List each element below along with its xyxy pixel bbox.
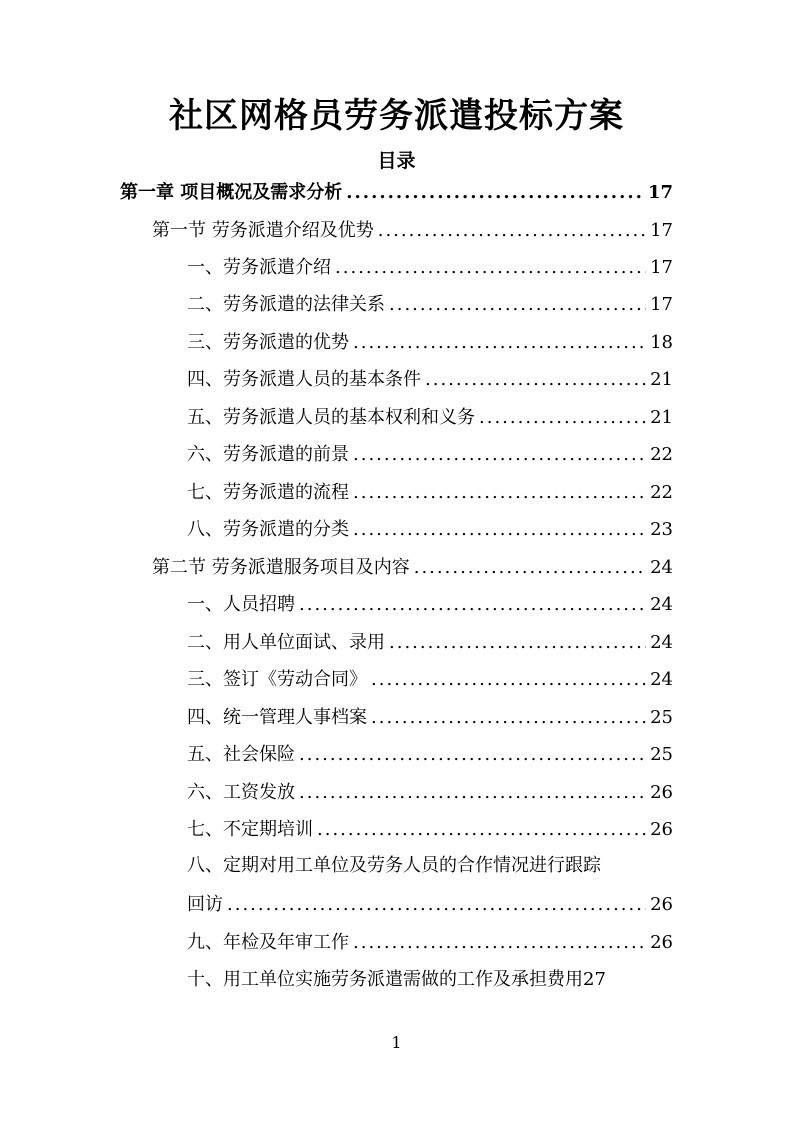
dot-leader: [371, 705, 646, 731]
toc-page-number: 24: [650, 594, 673, 615]
toc-page-number: 17: [650, 220, 673, 241]
toc-entry-wrapped-text[interactable]: 八、定期对用工单位及劳务人员的合作情况进行跟踪: [187, 855, 601, 876]
dot-leader: [299, 780, 646, 806]
toc-entry-item[interactable]: [187, 663, 673, 693]
dot-leader: [353, 330, 646, 356]
toc-entry-item[interactable]: [187, 813, 673, 843]
toc-entry-item[interactable]: [187, 738, 673, 768]
dot-leader: [335, 255, 646, 281]
toc-entry-text: 七、劳务派遣的流程: [187, 482, 349, 503]
toc-entry-text: 五、劳务派遣人员的基本权利和义务: [187, 407, 475, 428]
toc-page-number: 24: [650, 669, 673, 690]
document-title: 社区网格员劳务派遣投标方案: [169, 96, 624, 136]
toc-page-number: 21: [650, 369, 673, 390]
toc-entry-text: 四、劳务派遣人员的基本条件: [187, 369, 421, 390]
dot-leader: [353, 442, 646, 468]
dot-leader: [389, 630, 646, 656]
toc-entry-text: 五、社会保险: [187, 744, 295, 765]
toc-entry-item-continuation[interactable]: [187, 888, 673, 918]
dot-leader: [353, 480, 646, 506]
toc-entry-item[interactable]: [187, 401, 673, 431]
toc-entry-text: 十、用工单位实施劳务派遣需做的工作及承担费用: [187, 969, 583, 990]
toc-page-number: 26: [650, 782, 673, 803]
toc-page-number: 24: [650, 632, 673, 653]
toc-entry-text: 一、劳务派遣介绍: [187, 257, 331, 278]
toc-entry-text: 三、签订《劳动合同》: [187, 669, 367, 690]
toc-entry-text: 八、劳务派遣的分类: [187, 519, 349, 540]
toc-entry-item[interactable]: [187, 626, 673, 656]
dot-leader: [371, 667, 646, 693]
dot-leader: [389, 292, 646, 318]
toc-entry-text: 六、劳务派遣的前景: [187, 444, 349, 465]
toc-entry-item[interactable]: [187, 926, 673, 956]
toc-page-number: 24: [650, 557, 673, 578]
page-number: 1: [391, 1033, 402, 1052]
toc-entry-text: 三、劳务派遣的优势: [187, 332, 349, 353]
toc-entry-item[interactable]: [187, 438, 673, 468]
toc-page-number: 26: [650, 932, 673, 953]
dot-leader: [227, 892, 646, 918]
dot-leader: [353, 930, 646, 956]
toc-entry-item[interactable]: [187, 363, 673, 393]
toc-entry-text: 九、年检及年审工作: [187, 932, 349, 953]
toc-page-number: 23: [650, 519, 673, 540]
toc-entry-section-1[interactable]: [152, 214, 673, 244]
dot-leader: [378, 218, 646, 244]
toc-entry-text: 二、劳务派遣的法律关系: [187, 294, 385, 315]
toc-entry-item[interactable]: [187, 963, 673, 993]
toc-page-number: 25: [650, 744, 673, 765]
toc-entry-text: 七、不定期培训: [187, 819, 313, 840]
toc-entry-text: 六、工资发放: [187, 782, 295, 803]
dot-leader: [479, 405, 646, 431]
toc-entry-text: 第一节 劳务派遣介绍及优势: [152, 220, 374, 241]
toc-page-number: 22: [650, 482, 673, 503]
toc-entry-text: 第一章 项目概况及需求分析: [120, 182, 343, 203]
toc-entry-item[interactable]: [187, 513, 673, 543]
toc-entry-item[interactable]: [187, 476, 673, 506]
toc-entry-section-2[interactable]: [152, 551, 673, 581]
toc-entry-text: 四、统一管理人事档案: [187, 707, 367, 728]
toc-entry-chapter-1[interactable]: [120, 176, 673, 206]
toc-entry-item[interactable]: [187, 326, 673, 356]
toc-page-number: 18: [650, 332, 673, 353]
dot-leader: [353, 517, 646, 543]
toc-page-number: 27: [583, 969, 606, 990]
dot-leader: [299, 742, 646, 768]
dot-leader: [346, 180, 644, 206]
toc-entry-text: 回访: [187, 894, 223, 915]
toc-entry-item[interactable]: [187, 588, 673, 618]
dot-leader: [414, 555, 646, 581]
dot-leader: [317, 817, 646, 843]
toc-entry-item[interactable]: [187, 776, 673, 806]
toc-page-number: 17: [650, 294, 673, 315]
toc-page-number: 26: [650, 819, 673, 840]
toc-page-number: 21: [650, 407, 673, 428]
toc-heading: 目录: [377, 150, 416, 172]
dot-leader: [425, 367, 646, 393]
toc-entry-item[interactable]: [187, 251, 673, 281]
toc-page-number: 26: [650, 894, 673, 915]
toc-entry-text: 第二节 劳务派遣服务项目及内容: [152, 557, 410, 578]
toc-entry-text: 二、用人单位面试、录用: [187, 632, 385, 653]
toc-entry-text: 一、人员招聘: [187, 594, 295, 615]
toc-entry-item[interactable]: [187, 701, 673, 731]
dot-leader: [299, 592, 646, 618]
toc-page-number: 17: [650, 257, 673, 278]
toc-page-number: 22: [650, 444, 673, 465]
toc-page-number: 17: [647, 182, 673, 203]
toc-page-number: 25: [650, 707, 673, 728]
toc-entry-item[interactable]: [187, 288, 673, 318]
